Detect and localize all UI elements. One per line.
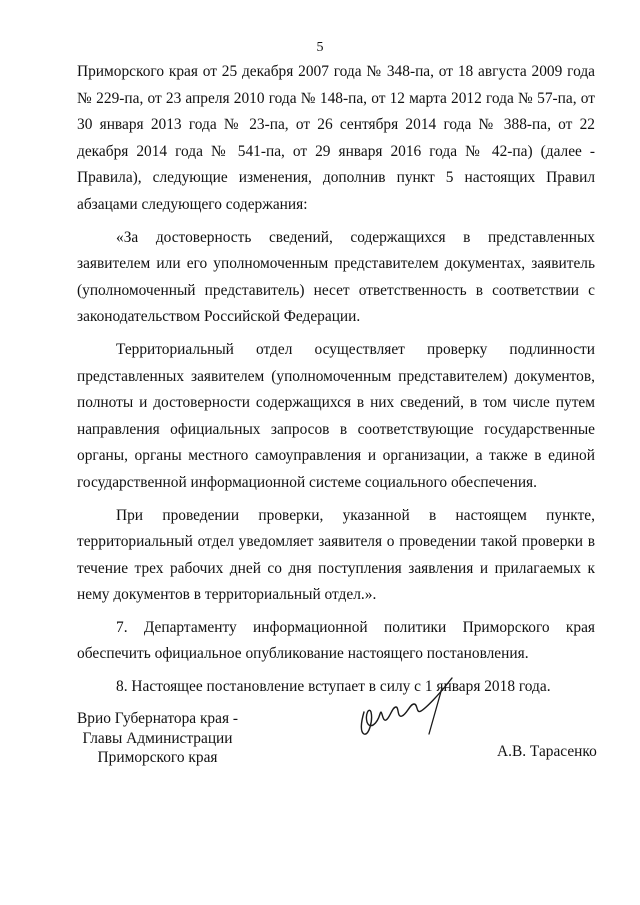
page-number: 5	[316, 40, 324, 55]
paragraph-item-7: 7. Департаменту информационной политики Приморского края обеспечить официальное опубликование настоящего постановления.	[77, 618, 595, 663]
signatory-title-line: Главы Администрации	[82, 729, 233, 747]
signatory-name: А.В. Тарасенко	[497, 743, 597, 760]
paragraph-check-notification: При проведении проверки, указанной в настоящем пункте, территориальный отдел уведомляет заявителя о проведении такой проверки в течение трех рабочих дней со дня поступления заявления и прилагаемых к нему документов в территориальный отдел.».	[77, 506, 595, 604]
paragraph-reliability-responsibility: «За достоверность сведений, содержащихся в представленных заявителем или его уполномоченным представителем документах, заявитель (уполномоченный представитель) несет ответственность в соответствии с законодательством Российской Федерации.	[77, 228, 595, 326]
document-body	[77, 59, 595, 701]
signatory-title-line: Приморского края	[97, 749, 218, 766]
signatory-title	[77, 709, 238, 768]
paragraph-item-8: 8. Настоящее постановление вступает в силу с 1 января 2018 года.	[116, 678, 551, 696]
paragraph-rules-amendment: Приморского края от 25 декабря 2007 года № 348-па, от 18 августа 2009 года № 229-па, от 23 апреля 2010 года № 148-па, от 12 марта 2012 года № 57-па, от 30 января 2013 года № 23-па, от 26 сентября 2014 года № 388-па, от 22 декабря 2014 года № 541-па, от 29 января 2016 года № 42-па) (далее - Правила), следующие изменения, дополнив пункт 5 настоящих Правил абзацами следующего содержания:	[77, 63, 595, 213]
handwritten-signature	[352, 674, 464, 746]
paragraph-territorial-check: Территориальный отдел осуществляет проверку подлинности представленных заявителем (уполномоченным представителем) документов, полноты и достоверности содержащихся в них сведений, в том числе путем направления официальных запросов в соответствующие государственные органы, органы местного самоуправления и организации, а также в единой государственной информационной системе социального обеспечения.	[77, 340, 595, 491]
signatory-title-line: Врио Губернатора края -	[77, 710, 239, 727]
